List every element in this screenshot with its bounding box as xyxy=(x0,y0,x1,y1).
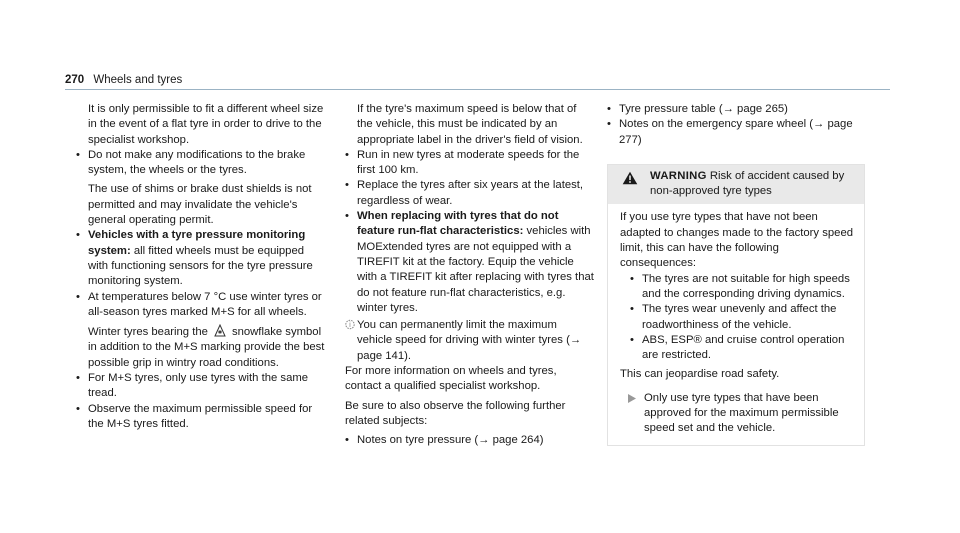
header-rule xyxy=(65,89,890,90)
list-item xyxy=(630,302,856,333)
paragraph: Be sure to also observe the following further related subjects: xyxy=(345,399,566,427)
bold-lead: Vehicles with a tyre pressure monitoring system: xyxy=(88,229,306,257)
note-text: You can permanently limit the maximum vehicle speed for driving with winter tyres (→ page 141). xyxy=(357,319,582,362)
subtext-part: Winter tyres bearing the xyxy=(88,326,208,339)
warning-outro: This can jeopardise road safety. xyxy=(620,368,780,381)
list-item-text: Observe the maximum permissible speed for the M+S tyres fitted. xyxy=(88,402,313,430)
list-item-text: At temperatures below 7 °C use winter tyres or all-season tyres marked M+S for all wheels. xyxy=(88,290,322,318)
list-item xyxy=(607,102,865,117)
consequence-list xyxy=(620,272,856,364)
section-title: Wheels and tyres xyxy=(93,74,183,86)
list-item-text: vehicles with MOExtended tyres are not equipped with a TIREFIT kit at the factory. Equip the vehicle with a TIREFIT kit after replacing with tyres that do not feature run-flat characteristics, e.g. winter tyres. xyxy=(357,225,594,314)
step-text: Only use tyre types that have been approved for the maximum permissible speed set and the vehicle. xyxy=(644,391,839,435)
warning-intro: If you use tyre types that have not been adapted to changes made to the factory speed limit, this can have the following consequences: xyxy=(620,211,854,270)
list-item-text: Do not make any modifications to the brake system, the wheels or the tyres. xyxy=(88,148,306,177)
list-item-text: The tyres wear unevenly and affect the roadworthiness of the vehicle. xyxy=(642,303,837,331)
list-item xyxy=(76,228,326,289)
list-item-text: The tyres are not suitable for high speeds and the corresponding driving dynamics. xyxy=(642,272,850,300)
warning-title: Risk of accident caused by non-approved tyre types xyxy=(650,169,845,198)
list-item-text: Tyre pressure table (→ page 265) xyxy=(619,103,788,115)
list-item xyxy=(345,148,595,179)
list-item-text: ABS, ESP® and cruise control operation are restricted. xyxy=(642,333,845,362)
list-item-text: Notes on the emergency spare wheel (→ page 277) xyxy=(619,118,853,146)
list-item xyxy=(345,433,595,448)
bullet-list xyxy=(345,433,595,448)
warning-body xyxy=(608,204,864,444)
list-item xyxy=(345,209,595,316)
column-1 xyxy=(76,102,326,432)
warning-box xyxy=(607,164,865,446)
list-item-text: Replace the tyres after six years at the latest, regardless of wear. xyxy=(357,179,584,207)
note xyxy=(345,318,595,364)
list-item xyxy=(630,333,856,364)
list-item-text: For M+S tyres, only use tyres with the same tread. xyxy=(88,372,309,400)
intro-paragraph: It is only permissible to fit a different wheel size in the event of a flat tyre in order to drive to the specialist workshop. xyxy=(88,103,324,146)
list-item xyxy=(630,272,856,303)
list-item-text: all fitted wheels must be equipped with functioning sensors for the tyre pressure monitoring system. xyxy=(88,244,313,288)
bold-lead: When replacing with tyres that do not feature run-flat characteristics: xyxy=(357,210,559,238)
bullet-list xyxy=(345,148,595,316)
warning-triangle-icon xyxy=(622,171,638,185)
list-item-text: Notes on tyre pressure (→ page 264) xyxy=(357,434,544,447)
svg-text:i: i xyxy=(349,321,351,330)
warning-label: WARNING xyxy=(650,169,707,182)
list-item xyxy=(76,402,326,433)
play-arrow-icon xyxy=(628,394,636,403)
bullet-list xyxy=(76,148,326,432)
paragraph: For more information on wheels and tyres, contact a qualified specialist workshop. xyxy=(345,365,557,393)
list-item-text: Run in new tyres at moderate speeds for the first 100 km. xyxy=(357,148,580,177)
page-header xyxy=(65,73,182,88)
snowflake-mountain-icon xyxy=(214,324,226,337)
list-item xyxy=(607,117,865,148)
action-step xyxy=(620,391,856,437)
page-number: 270 xyxy=(65,74,85,86)
list-item xyxy=(76,290,326,371)
bullet-list xyxy=(607,102,865,148)
info-note-icon xyxy=(345,319,355,330)
column-3 xyxy=(607,102,865,446)
list-item-subtext xyxy=(88,324,326,371)
list-item xyxy=(76,371,326,402)
intro-paragraph: If the tyre's maximum speed is below that of the vehicle, this must be indicated by an appropriate label in the driver's field of vision. xyxy=(357,103,583,146)
subtext-part: snowflake symbol in addition to the M+S marking provide the best possible grip in wintry road conditions. xyxy=(88,326,325,369)
list-item xyxy=(76,148,326,228)
list-item-subtext: The use of shims or brake dust shields is not permitted and may invalidate the vehicle's general operating permit. xyxy=(88,183,312,227)
warning-header xyxy=(608,165,864,205)
list-item xyxy=(345,178,595,209)
column-2 xyxy=(345,102,595,449)
